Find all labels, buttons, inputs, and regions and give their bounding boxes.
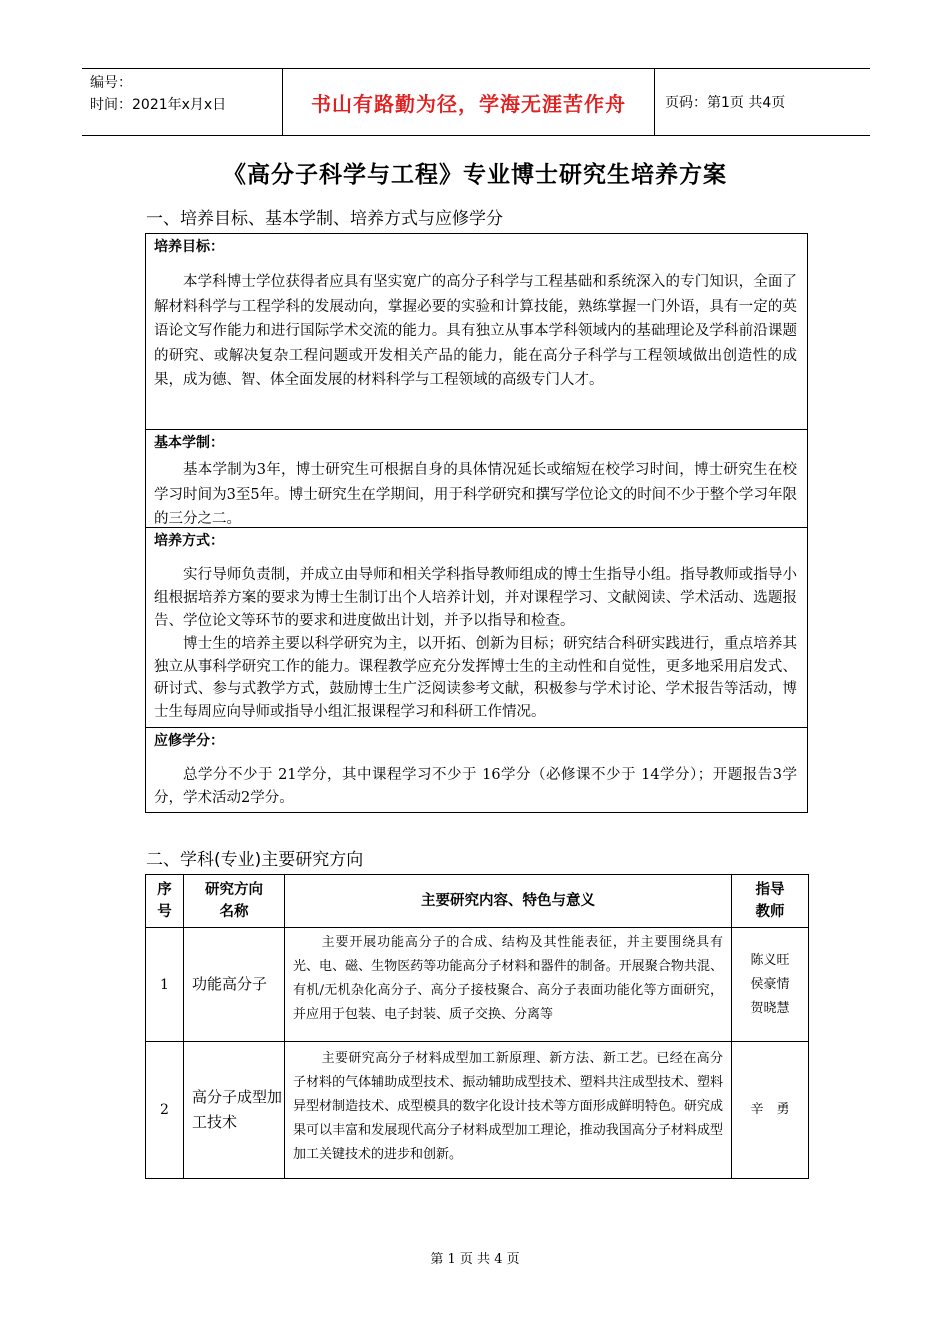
- method-text-1: 实行导师负责制，并成立由导师和相关学科指导教师组成的博士生指导小组。指导教师或指导小组根据培养方案的要求为博士生制订出个人培养计划，并对课程学习、文献阅读、学术活动、选题报告、学位论文等环节的要求和进度做出计划，并予以指导和检查。: [154, 567, 797, 629]
- research-directions-table: [145, 874, 809, 1179]
- header-meta: [82, 69, 282, 135]
- col-header-teacher: 指导教师: [732, 875, 809, 928]
- document-date: 时间：2021年x月x日: [90, 97, 227, 113]
- teacher-name: 侯豪情: [750, 976, 790, 992]
- goal-label: 培养目标：: [154, 239, 224, 255]
- document-number: 编号：: [90, 75, 132, 91]
- row-number: 1: [146, 928, 184, 1042]
- row-direction-name: 高分子成型加工技术: [184, 1042, 285, 1179]
- table-row: [146, 928, 809, 1042]
- row-content: 主要开展功能高分子的合成、结构及其性能表征，并主要围绕具有光、电、磁、生物医药等功能高分子材料和器件的制备。开展聚合物共混、有机/无机杂化高分子、高分子接枝聚合、高分子表面功能化等方面研究，并应用于包装、电子封装、质子交换、分离等: [293, 935, 723, 1022]
- teacher-name: 贺晓慧: [750, 1000, 790, 1016]
- section1-box: [145, 233, 808, 813]
- section1-heading: 一、培养目标、基本学制、培养方式与应修学分: [146, 209, 503, 229]
- document-title: 《高分子科学与工程》专业博士研究生培养方案: [223, 162, 727, 188]
- table-row: [146, 1042, 809, 1179]
- section2-heading: 二、学科(专业)主要研究方向: [146, 850, 364, 870]
- col-header-content: 主要研究内容、特色与意义: [285, 875, 732, 928]
- teacher-name: 陈义旺: [750, 952, 790, 968]
- duration-label: 基本学制：: [154, 435, 224, 451]
- method-text-2: 博士生的培养主要以科学研究为主，以开拓、创新为目标；研究结合科研实践进行，重点培养其独立从事科学研究工作的能力。课程教学应充分发挥博士生的主动性和自觉性，更多地采用启发式、研讨式、参与式教学方式，鼓励博士生广泛阅读参考文献，积极参与学术讨论、学术报告等活动，博士生每周应向导师或指导小组汇报课程学习和科研工作情况。: [154, 636, 797, 720]
- page-footer: 第 1 页 共 4 页: [430, 1252, 520, 1267]
- row-teachers: [732, 928, 809, 1042]
- col-header-name: 研究方向名称: [184, 875, 285, 928]
- col-header-no: 序号: [146, 875, 184, 928]
- teacher-name: 辛 勇: [750, 1102, 790, 1117]
- row-teachers: [732, 1042, 809, 1179]
- duration-text: 基本学制为3年，博士研究生可根据自身的具体情况延长或缩短在校学习时间，博士研究生在校学习时间为3至5年。博士研究生在学期间，用于科学研究和撰写学位论文的时间不少于整个学习年限的三分之二。: [154, 462, 797, 527]
- table-header-row: [146, 875, 809, 928]
- row-content: 主要研究高分子材料成型加工新原理、新方法、新工艺。已经在高分子材料的气体辅助成型技术、振动辅助成型技术、塑料共注成型技术、塑料异型材制造技术、成型模具的数字化设计技术等方面形成鲜明特色。研究成果可以丰富和发展现代高分子材料成型加工理论，推动我国高分子材料成型加工关键技术的进步和创新。: [293, 1051, 723, 1162]
- credits-text: 总学分不少于 21学分，其中课程学习不少于 16学分（必修课不少于 14学分）；开题报告3学分，学术活动2学分。: [154, 767, 797, 806]
- page-header: [82, 68, 870, 136]
- goal-text: 本学科博士学位获得者应具有坚实宽广的高分子科学与工程基础和系统深入的专门知识，全面了解材料科学与工程学科的发展动向，掌握必要的实验和计算技能，熟练掌握一门外语，具有一定的英语论文写作能力和进行国际学术交流的能力。具有独立从事本学科领域内的基础理论及学科前沿课题的研究、或解决复杂工程问题或开发相关产品的能力，能在高分子科学与工程领域做出创造性的成果，成为德、智、体全面发展的材料科学与工程领域的高级专门人才。: [154, 274, 797, 388]
- header-motto: 书山有路勤为径，学海无涯苦作舟: [282, 69, 655, 135]
- header-page-info: 页码：第1页 共4页: [665, 95, 786, 111]
- credits-label: 应修学分：: [154, 733, 224, 749]
- row-direction-name: 功能高分子: [184, 928, 285, 1042]
- method-label: 培养方式：: [154, 533, 224, 549]
- row-number: 2: [146, 1042, 184, 1179]
